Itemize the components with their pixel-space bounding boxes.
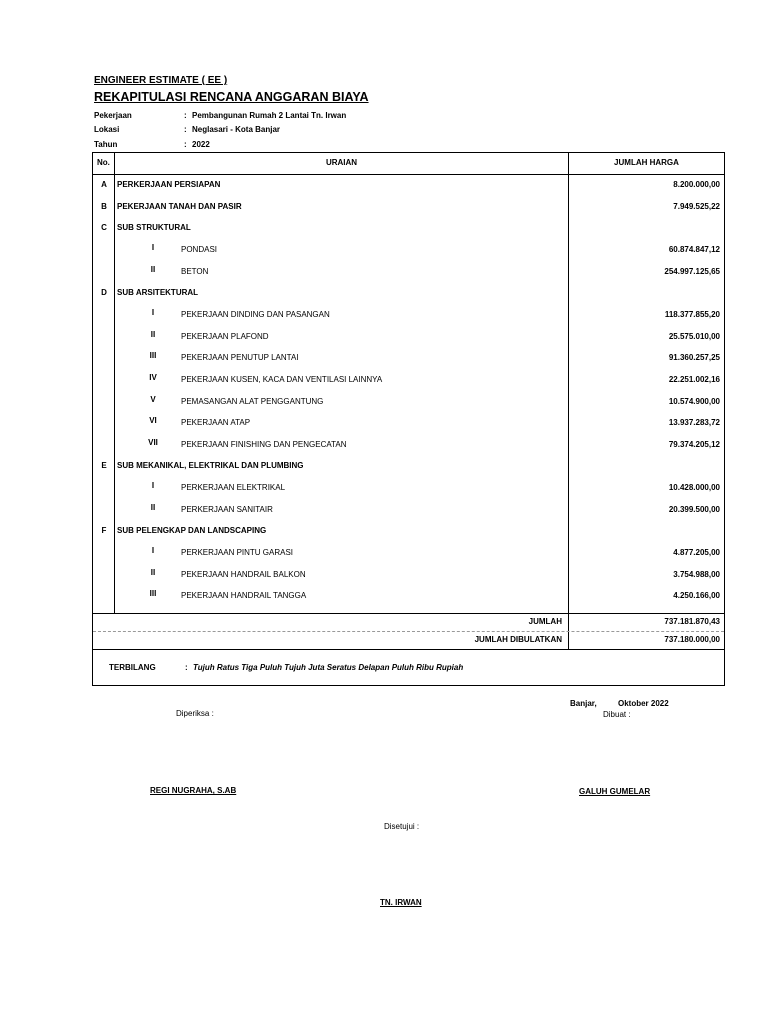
- row-roman-numeral: II: [150, 265, 156, 274]
- approver-name: TN. IRWAN: [380, 898, 422, 907]
- maker-name: GALUH GUMELAR: [579, 787, 651, 796]
- row-letter: F: [101, 526, 107, 535]
- row-amount: 60.874.847,12: [668, 245, 720, 254]
- row-subitem: PEKERJAAN PENUTUP LANTAI: [181, 353, 299, 362]
- row-category: SUB PELENGKAP DAN LANDSCAPING: [117, 526, 267, 535]
- row-letter: A: [101, 180, 107, 189]
- row-subitem: PERKERJAAN SANITAIR: [181, 505, 273, 514]
- budget-table: [92, 152, 725, 686]
- meta-value-lokasi: Neglasari - Kota Banjar: [192, 125, 281, 134]
- terbilang-value: Tujuh Ratus Tiga Puluh Tujuh Juta Seratus Delapan Puluh Ribu Rupiah: [193, 663, 464, 672]
- row-subitem: PERKERJAAN PINTU GARASI: [181, 548, 294, 557]
- row-subitem: PEKERJAAN ATAP: [181, 418, 251, 427]
- row-roman-numeral: I: [151, 308, 155, 317]
- disetujui-label: Disetujui :: [384, 822, 420, 831]
- row-category: SUB STRUKTURAL: [117, 223, 191, 232]
- row-letter: C: [101, 223, 107, 232]
- body-bottom-divider: [93, 613, 724, 614]
- row-amount: 20.399.500,00: [668, 505, 720, 514]
- diperiksa-label: Diperiksa :: [176, 709, 214, 718]
- row-amount: 3.754.988,00: [673, 570, 720, 579]
- row-amount: 4.250.166,00: [673, 591, 720, 600]
- row-category: SUB MEKANIKAL, ELEKTRIKAL DAN PLUMBING: [117, 461, 304, 470]
- row-roman-numeral: VI: [149, 416, 157, 425]
- row-subitem: PEKERJAAN HANDRAIL BALKON: [181, 570, 306, 579]
- row-amount: 13.937.283,72: [668, 418, 720, 427]
- terbilang-label: TERBILANG: [109, 663, 156, 672]
- row-category: SUB ARSITEKTURAL: [117, 288, 199, 297]
- row-amount: 118.377.855,20: [664, 310, 720, 319]
- row-roman-numeral: II: [150, 330, 156, 339]
- row-amount: 91.360.257,25: [668, 353, 720, 362]
- row-letter: B: [101, 202, 107, 211]
- totals-bottom-divider: [93, 649, 724, 650]
- meta-label-pekerjaan: Pekerjaan: [94, 111, 132, 120]
- meta-label-tahun: Tahun: [94, 140, 118, 149]
- document-title: ENGINEER ESTIMATE ( EE ): [94, 75, 228, 86]
- row-letter: D: [101, 288, 107, 297]
- total-label: JUMLAH: [528, 617, 562, 626]
- row-subitem: PEKERJAAN KUSEN, KACA DAN VENTILASI LAINNYA: [181, 375, 383, 384]
- row-amount: 25.575.010,00: [668, 332, 720, 341]
- row-subitem: PEKERJAAN HANDRAIL TANGGA: [181, 591, 307, 600]
- row-amount: 254.997.125,65: [664, 267, 720, 276]
- row-roman-numeral: VII: [148, 438, 158, 447]
- meta-colon: :: [184, 111, 187, 120]
- rounded-total-label: JUMLAH DIBULATKAN: [474, 635, 562, 644]
- signature-place: Banjar,: [570, 699, 597, 708]
- row-roman-numeral: I: [151, 546, 155, 555]
- row-roman-numeral: III: [149, 351, 157, 360]
- meta-colon: :: [184, 125, 187, 134]
- dibuat-label: Dibuat :: [603, 710, 631, 719]
- row-letter: E: [101, 461, 107, 470]
- row-subitem: BETON: [181, 267, 209, 276]
- meta-value-tahun: 2022: [192, 140, 210, 149]
- row-subitem: PEKERJAAN FINISHING DAN PENGECATAN: [181, 440, 347, 449]
- row-subitem: PONDASI: [181, 245, 218, 254]
- row-roman-numeral: I: [151, 481, 155, 490]
- row-amount: 22.251.002,16: [668, 375, 720, 384]
- column-header-uraian: URAIAN: [325, 158, 358, 167]
- meta-colon: :: [184, 140, 187, 149]
- row-subitem: PEKERJAAN DINDING DAN PASANGAN: [181, 310, 330, 319]
- row-amount: 10.428.000,00: [668, 483, 720, 492]
- row-amount: 79.374.205,12: [668, 440, 720, 449]
- row-amount: 7.949.525,22: [673, 202, 720, 211]
- row-subitem: PERKERJAAN ELEKTRIKAL: [181, 483, 286, 492]
- row-roman-numeral: II: [150, 503, 156, 512]
- row-category: PERKERJAAN PERSIAPAN: [117, 180, 221, 189]
- signature-date: Oktober 2022: [618, 699, 669, 708]
- terbilang-colon: :: [185, 663, 188, 672]
- row-subitem: PEKERJAAN PLAFOND: [181, 332, 269, 341]
- row-subitem: PEMASANGAN ALAT PENGGANTUNG: [181, 397, 324, 406]
- row-category: PEKERJAAN TANAH DAN PASIR: [117, 202, 242, 211]
- row-roman-numeral: II: [150, 568, 156, 577]
- rounded-total-value: 737.180.000,00: [664, 635, 720, 644]
- row-amount: 10.574.900,00: [668, 397, 720, 406]
- row-amount: 4.877.205,00: [673, 548, 720, 557]
- document-subtitle: REKAPITULASI RENCANA ANGGARAN BIAYA: [94, 90, 369, 104]
- column-divider-no: [114, 153, 115, 613]
- checker-name: REGI NUGRAHA, S.AB: [150, 786, 237, 795]
- meta-label-lokasi: Lokasi: [94, 125, 120, 134]
- column-header-jumlah-harga: JUMLAH HARGA: [614, 158, 679, 167]
- row-roman-numeral: I: [151, 243, 155, 252]
- row-roman-numeral: IV: [149, 373, 157, 382]
- row-roman-numeral: V: [150, 395, 156, 404]
- meta-value-pekerjaan: Pembangunan Rumah 2 Lantai Tn. Irwan: [192, 111, 347, 120]
- column-header-no: No.: [97, 158, 110, 167]
- column-divider-jumlah: [568, 153, 569, 649]
- row-amount: 8.200.000,00: [673, 180, 720, 189]
- row-roman-numeral: III: [149, 589, 157, 598]
- total-value: 737.181.870,43: [664, 617, 720, 626]
- header-divider: [93, 174, 724, 175]
- total-dashed-divider: [93, 631, 724, 632]
